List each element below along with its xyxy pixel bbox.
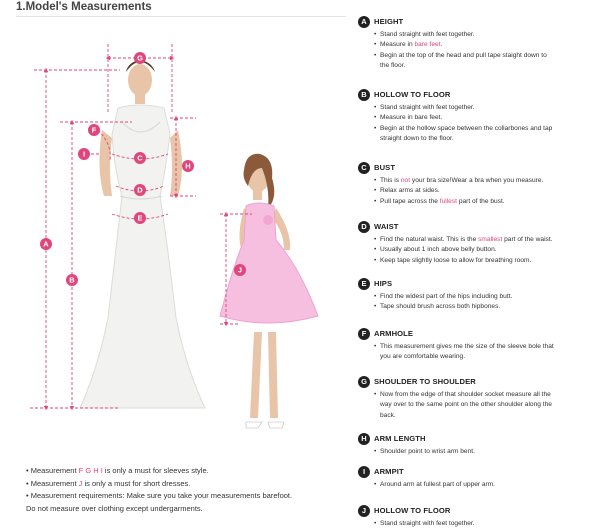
bullet-line: • Find the natural waist. This is the smallest part of the waist. (375, 235, 598, 245)
marker-e (134, 212, 146, 224)
marker-c (134, 152, 146, 164)
section-shoulder-to-shoulder (358, 376, 598, 421)
note-line: • Measurement F G H I is only a must for sleeves style. (26, 466, 209, 475)
bullet-line: straight down to the floor. (380, 135, 454, 143)
measurement-figure (0, 18, 345, 458)
section-title: ARMPIT (374, 467, 404, 476)
section-letter-badge: I (358, 466, 370, 478)
section-bullets (358, 447, 598, 457)
section-header (358, 466, 598, 480)
marker-a (40, 238, 52, 250)
bullet-line: • Measure in bare feet. (375, 113, 598, 123)
svg-text:G: G (137, 53, 143, 63)
section-title: HEIGHT (374, 17, 404, 26)
bullet-line: back. (380, 411, 396, 419)
section-hollow-to-floor (358, 505, 598, 529)
section-header (358, 89, 598, 103)
svg-text:C: C (137, 153, 143, 163)
bullet-line: • Stand straight with feet together. (375, 519, 598, 529)
section-title: ARM LENGTH (374, 434, 426, 443)
bullet-line: • Usually about 1 inch above belly button. (375, 245, 598, 255)
section-header (358, 505, 598, 519)
section-header (358, 376, 598, 390)
section-title: HIPS (374, 279, 393, 288)
bullet-line: you are comfortable wearing. (380, 353, 466, 361)
bullet-line: • Measure in bare feet. (375, 40, 598, 50)
section-hips (358, 278, 598, 313)
section-letter-badge: H (358, 433, 370, 445)
svg-text:A: A (43, 239, 49, 249)
page-title: 1.Model's Measurements (16, 1, 152, 13)
section-letter-badge: J (358, 505, 370, 517)
bullet-line: • Begin at the hollow space between the collarbones and tap (375, 124, 598, 134)
section-armhole (358, 328, 598, 363)
section-bullets (358, 390, 598, 421)
bullet-line: • Around arm at fullest part of upper arm. (375, 480, 598, 490)
section-letter-badge: E (358, 278, 370, 290)
marker-j (234, 264, 246, 276)
section-hollow-to-floor (358, 89, 598, 145)
section-letter-badge: G (358, 376, 370, 388)
section-header (358, 278, 598, 292)
section-header (358, 433, 598, 447)
bullet-line: • This is not your bra size!Wear a bra when you measure. (375, 176, 598, 186)
svg-text:B: B (69, 275, 75, 285)
svg-text:E: E (137, 213, 143, 223)
bullet-line: • Keep tape slightly loose to allow for breathing room. (375, 256, 598, 266)
svg-text:F: F (91, 125, 97, 135)
short-dress-model-illustration (220, 154, 318, 428)
bullet-line: • Pull tape across the fullest part of the bust. (375, 197, 598, 207)
note-line: • Measurement J is only a must for short dresses. (26, 478, 191, 488)
section-armpit (358, 466, 598, 490)
section-bullets (358, 30, 598, 72)
section-letter-badge: B (358, 89, 370, 101)
bullet-line: • This measurement gives me the size of the sleeve bole that (375, 342, 598, 352)
svg-text:J: J (237, 265, 243, 275)
section-bullets (358, 176, 598, 207)
section-title: WAIST (374, 222, 399, 231)
section-title: BUST (374, 163, 396, 172)
gown-model-illustration (80, 60, 205, 408)
note-line: • Measurement requirements: Make sure you take your measurements barefoot. (26, 491, 293, 500)
bullet-line: • Shoulder point to wrist arm bent. (375, 447, 598, 457)
section-header (358, 328, 598, 342)
section-letter-badge: C (358, 162, 370, 174)
bullet-line: the floor. (380, 62, 406, 70)
section-letter-badge: A (358, 16, 370, 28)
svg-text:D: D (137, 185, 143, 195)
bullet-line: way over to the same point on the other shoulder along the (380, 401, 552, 409)
bullet-line: • Now from the edge of that shoulder socket measure all the (375, 390, 598, 400)
title-divider (16, 16, 346, 17)
section-bust (358, 162, 598, 207)
section-letter-badge: F (358, 328, 370, 340)
marker-g (134, 52, 146, 64)
bullet-line: • Tape should brush across both hipbones. (375, 302, 598, 312)
section-bullets (358, 342, 598, 363)
notes-block (26, 465, 346, 515)
section-title: HOLLOW TO FLOOR (374, 90, 451, 99)
section-bullets (358, 480, 598, 490)
section-height (358, 16, 598, 72)
section-bullets (358, 103, 598, 145)
marker-d (134, 184, 146, 196)
marker-b (66, 274, 78, 286)
section-title: ARMHOLE (374, 329, 414, 338)
section-title: SHOULDER TO SHOULDER (374, 377, 476, 386)
bullet-line: • Stand straight with feet together. (375, 103, 598, 113)
bullet-line: • Find the widest part of the hips including butt. (375, 292, 598, 302)
marker-f (88, 124, 100, 136)
section-header (358, 16, 598, 30)
section-header (358, 162, 598, 176)
section-bullets (358, 235, 598, 266)
bullet-line: • Relax arms at sides. (375, 186, 598, 196)
section-waist (358, 221, 598, 266)
note-line: Do not measure over clothing except undergarments. (26, 503, 203, 513)
marker-i (78, 148, 90, 160)
bullet-line: • Begin at the top of the head and pull tape staight down to (375, 51, 598, 61)
section-header (358, 221, 598, 235)
section-letter-badge: D (358, 221, 370, 233)
marker-h (182, 160, 194, 172)
bullet-line: • Stand straight with feet together. (375, 30, 598, 40)
svg-text:I: I (82, 149, 86, 159)
section-arm-length (358, 433, 598, 457)
section-title: HOLLOW TO FLOOR (374, 506, 451, 515)
svg-text:H: H (185, 161, 191, 171)
section-bullets (358, 292, 598, 313)
